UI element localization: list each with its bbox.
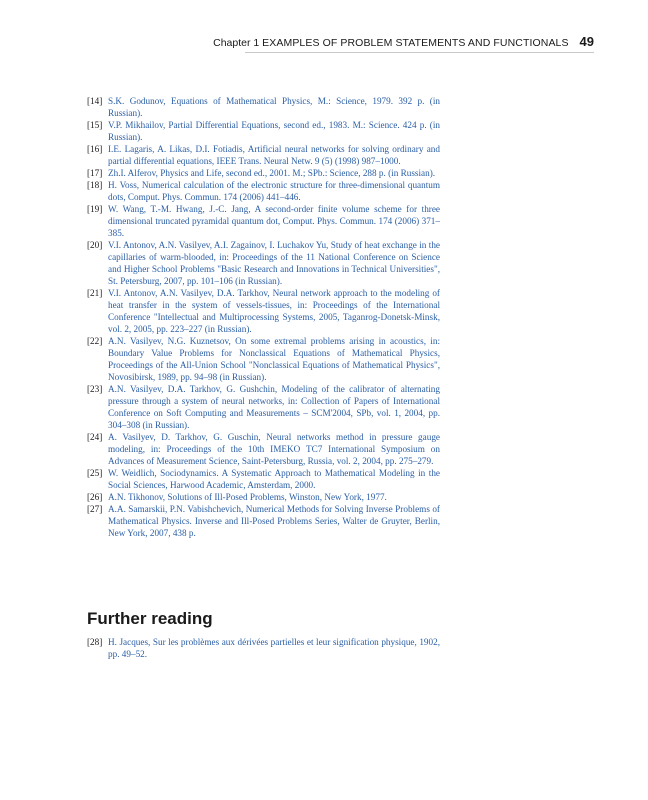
chapter-title: EXAMPLES OF PROBLEM STATEMENTS AND FUNCTIONALS — [262, 37, 569, 49]
reference-item — [87, 287, 440, 335]
further-reading-heading: Further reading — [87, 609, 213, 628]
reference-item — [87, 203, 440, 239]
reference-item — [87, 143, 440, 167]
chapter-label: Chapter 1 — [213, 37, 260, 49]
reference-list — [87, 95, 440, 539]
reference-link[interactable]: I.E. Lagaris, A. Likas, D.I. Fotiadis, Artificial neural networks for solving ordinary and partial differential equations, IEEE Trans. Neural Netw. 9 (5) (1998) 987–1000. — [108, 144, 440, 166]
reference-link[interactable]: H. Voss, Numerical calculation of the electronic structure for three-dimensional quantum dots, Comput. Phys. Commun. 174 (2006) 441–446. — [108, 180, 440, 202]
reference-item — [87, 119, 440, 143]
reference-number: [21] — [87, 288, 103, 298]
reference-item — [87, 431, 440, 467]
reference-link[interactable]: V.P. Mikhailov, Partial Differential Equations, second ed., 1983. M.: Science. 424 p. (in Russian). — [108, 120, 440, 142]
reference-link[interactable]: H. Jacques, Sur les problèmes aux dérivées partielles et leur signification physique, 1902, pp. 49–52. — [108, 637, 440, 659]
reference-number: [24] — [87, 432, 103, 442]
page-number: 49 — [579, 34, 594, 49]
reference-link[interactable]: W. Weidlich, Sociodynamics. A Systematic Approach to Mathematical Modeling in the Social Sciences, Harwood Academic, Amsterdam, 2000. — [108, 468, 440, 490]
reference-item — [87, 335, 440, 383]
further-reading-list — [87, 636, 440, 660]
reference-number: [14] — [87, 96, 103, 106]
reference-number: [15] — [87, 120, 103, 130]
reference-item — [87, 167, 440, 179]
reference-link[interactable]: V.I. Antonov, A.N. Vasilyev, A.I. Zagainov, I. Luchakov Yu, Study of heat exchange in the capillaries of warm-blooded, in: Proceedings of the 11 National Conference on Science and Higher School Problems "Basic Research and Innovations in Technical Universities", St. Petersburg, 2007, pp. 101–106 (in Russian). — [108, 240, 440, 286]
reference-number: [28] — [87, 637, 103, 647]
reference-item — [87, 503, 440, 539]
reference-item — [87, 239, 440, 287]
reference-number: [16] — [87, 144, 103, 154]
reference-number: [25] — [87, 468, 103, 478]
reference-number: [22] — [87, 336, 103, 346]
reference-item — [87, 95, 440, 119]
reference-link[interactable]: A.A. Samarskii, P.N. Vabishchevich, Numerical Methods for Solving Inverse Problems of Mathematical Physics. Inverse and Ill-Posed Problems Series, Walter de Gruyter, Berlin, New York, 2007, 438 p. — [108, 504, 440, 538]
reference-item — [87, 467, 440, 491]
reference-number: [18] — [87, 180, 103, 190]
reference-link[interactable]: A.N. Tikhonov, Solutions of Ill-Posed Problems, Winston, New York, 1977. — [108, 492, 387, 502]
reference-item — [87, 179, 440, 203]
reference-number: [26] — [87, 492, 103, 502]
reference-link[interactable]: S.K. Godunov, Equations of Mathematical Physics, M.: Science, 1979. 392 p. (in Russian). — [108, 96, 440, 118]
running-header — [87, 34, 594, 50]
reference-item — [87, 383, 440, 431]
reference-link[interactable]: A.N. Vasilyev, N.G. Kuznetsov, On some extremal problems arising in acoustics, in: Boundary Value Problems for Nonclassical Equations of Mathematical Physics, Proceedings of the All-Union School "Nonclassical Equations of Mathematical Physics", Novosibirsk, 1989, pp. 94–98 (in Russian). — [108, 336, 440, 382]
reference-link[interactable]: A.N. Vasilyev, D.A. Tarkhov, G. Gushchin, Modeling of the calibrator of alternating pressure through a system of neural networks, in: Collection of Papers of International Conference on Soft Computing and Measurements – SCM'2004, SPb, vol. 1, 2004, pp. 304–308 (in Russian). — [108, 384, 440, 430]
reference-link[interactable]: Zh.I. Alferov, Physics and Life, second ed., 2001. M.; SPb.: Science, 288 p. (in Russian). — [108, 168, 436, 178]
reference-item — [87, 491, 440, 503]
header-divider — [245, 52, 594, 53]
reference-item — [87, 636, 440, 660]
reference-number: [27] — [87, 504, 103, 514]
reference-number: [19] — [87, 204, 103, 214]
reference-number: [17] — [87, 168, 103, 178]
reference-number: [20] — [87, 240, 103, 250]
reference-number: [23] — [87, 384, 103, 394]
reference-link[interactable]: A. Vasilyev, D. Tarkhov, G. Guschin, Neural networks method in pressure gauge modeling, in: Proceedings of the 10th IMEKO TC7 International Symposium on Advances of Measurement Science, Saint-Petersburg, Russia, vol. 2, 2004, pp. 275–279. — [108, 432, 440, 466]
reference-link[interactable]: W. Wang, T.-M. Hwang, J.-C. Jang, A second-order finite volume scheme for three dimensional truncated pyramidal quantum dot, Comput. Phys. Commun. 174 (2006) 371–385. — [108, 204, 440, 238]
reference-link[interactable]: V.I. Antonov, A.N. Vasilyev, D.A. Tarkhov, Neural network approach to the modeling of heat transfer in the system of vessels-tissues, in: Proceedings of the International Conference "Intellectual and Multiprocessing Systems, 2005, Taganrog-Donetsk-Minsk, vol. 2, 2005, pp. 223–227 (in Russian). — [108, 288, 440, 334]
